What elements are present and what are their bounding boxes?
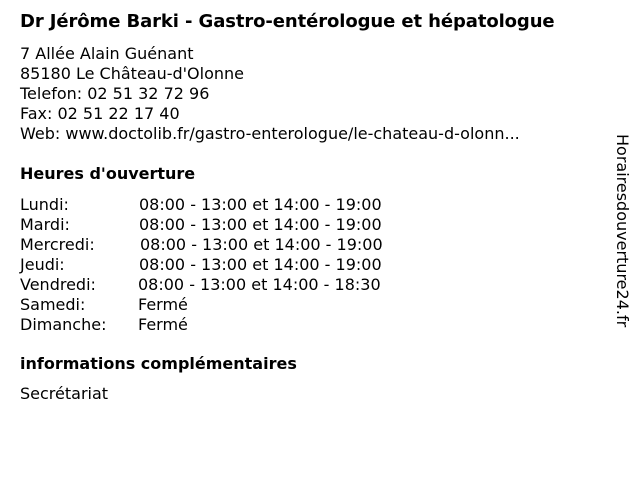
opening-hours-heading: Heures d'ouverture [20, 164, 196, 183]
phone-number[interactable]: Telefon: 02 51 32 72 96 [20, 84, 210, 103]
day-hours: Fermé [138, 315, 188, 334]
address-street: 7 Allée Alain Guénant [20, 44, 194, 63]
day-hours: 08:00 - 13:00 et 14:00 - 19:00 [140, 235, 383, 254]
address-city: 85180 Le Château-d'Olonne [20, 64, 245, 83]
day-label: Mercredi: [20, 235, 95, 254]
day-hours: Fermé [138, 295, 188, 314]
day-label: Dimanche: [20, 315, 107, 334]
fax-number: Fax: 02 51 22 17 40 [20, 104, 180, 123]
additional-info-text: Secrétariat [20, 384, 109, 403]
additional-info-heading: informations complémentaires [20, 354, 297, 373]
site-watermark: Horairesdouverture24.fr [613, 134, 632, 328]
website-link[interactable]: Web: www.doctolib.fr/gastro-enterologue/le-chateau-d-olonn... [20, 124, 520, 143]
day-hours: 08:00 - 13:00 et 14:00 - 19:00 [139, 195, 382, 214]
day-label: Mardi: [20, 215, 70, 234]
day-label: Vendredi: [20, 275, 96, 294]
contact-block [20, 44, 520, 144]
day-hours: 08:00 - 13:00 et 14:00 - 18:30 [138, 275, 381, 294]
day-hours: 08:00 - 13:00 et 14:00 - 19:00 [139, 215, 382, 234]
business-title: Dr Jérôme Barki - Gastro-entérologue et hépatologue [20, 11, 555, 32]
day-label: Lundi: [20, 195, 69, 214]
day-hours: 08:00 - 13:00 et 14:00 - 19:00 [139, 255, 382, 274]
day-label: Jeudi: [20, 255, 65, 274]
day-label: Samedi: [20, 295, 86, 314]
